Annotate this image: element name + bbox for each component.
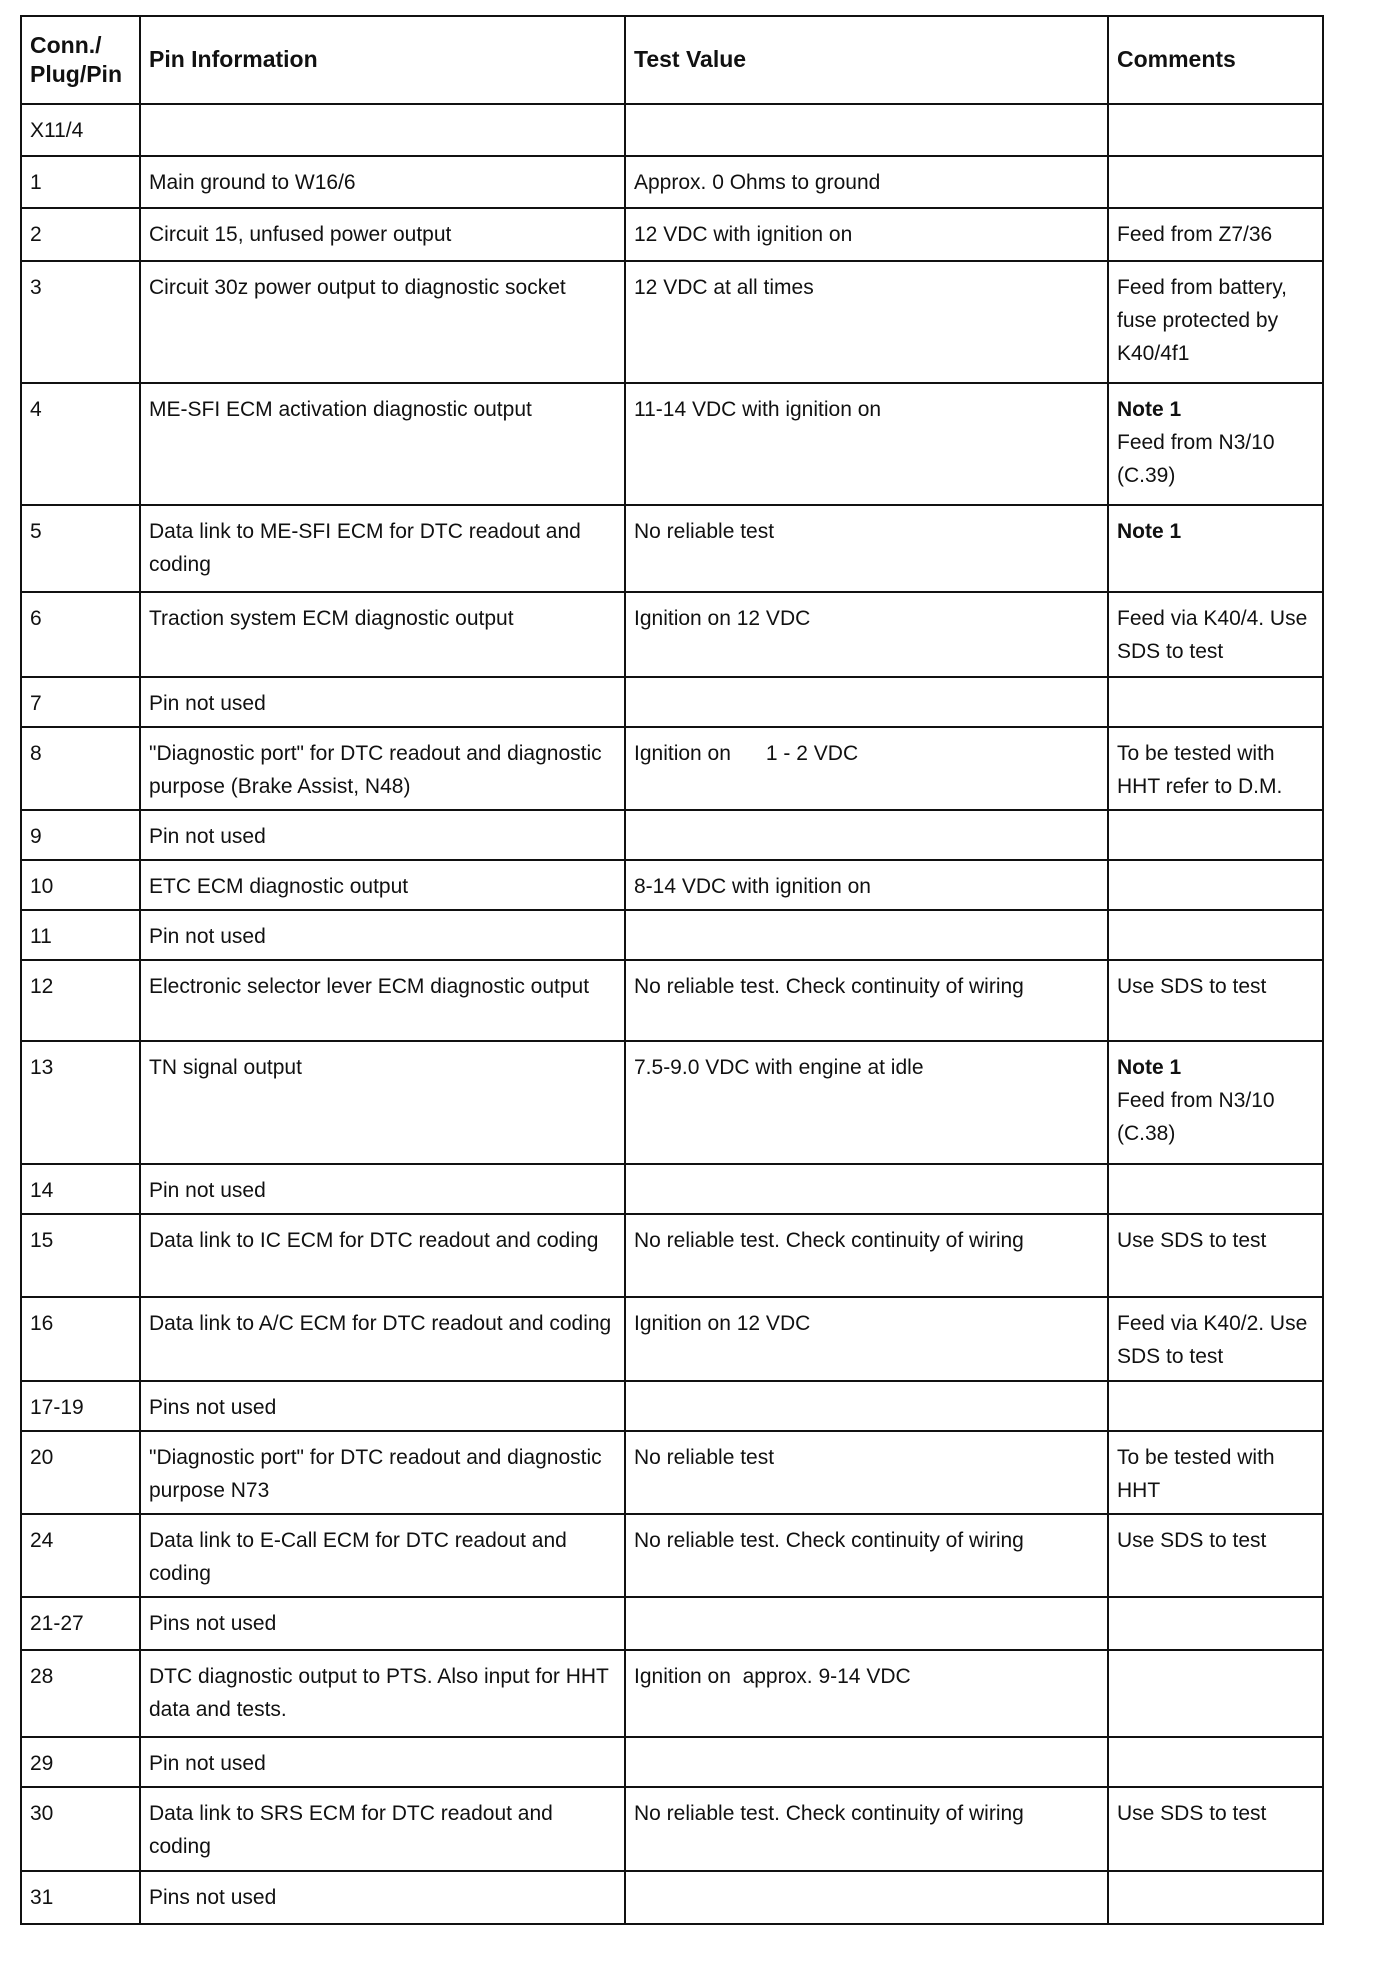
test-cell bbox=[625, 727, 1108, 810]
test-cell-text: Ignition on 12 VDC bbox=[634, 1312, 811, 1335]
table-body bbox=[21, 104, 1323, 1924]
header-pin-text: Conn./ Plug/Pin bbox=[30, 31, 122, 87]
info-cell-text: DTC diagnostic output to PTS. Also input for HHT data and tests. bbox=[149, 1665, 609, 1721]
test-cell bbox=[625, 1737, 1108, 1787]
comments-cell bbox=[1108, 1164, 1323, 1214]
info-cell bbox=[140, 1431, 625, 1514]
info-cell-text: Traction system ECM diagnostic output bbox=[149, 607, 514, 630]
pin-cell-text: 9 bbox=[30, 825, 42, 848]
test-cell bbox=[625, 1431, 1108, 1514]
pin-cell bbox=[21, 1297, 140, 1381]
comments-text: Use SDS to test bbox=[1117, 1802, 1267, 1825]
comments-cell bbox=[1108, 910, 1323, 960]
info-cell bbox=[140, 156, 625, 208]
test-cell-text: Approx. 0 Ohms to ground bbox=[634, 171, 881, 194]
pin-cell-text: 20 bbox=[30, 1446, 54, 1469]
table-row bbox=[21, 1737, 1323, 1787]
pin-cell-text: 8 bbox=[30, 742, 42, 765]
table-row bbox=[21, 505, 1323, 592]
pin-cell bbox=[21, 910, 140, 960]
test-cell bbox=[625, 677, 1108, 727]
pin-cell bbox=[21, 1164, 140, 1214]
test-cell bbox=[625, 261, 1108, 383]
comments-cell bbox=[1108, 1650, 1323, 1737]
note-label: Note 1 bbox=[1117, 1056, 1182, 1079]
info-cell-text: "Diagnostic port" for DTC readout and diagnostic purpose (Brake Assist, N48) bbox=[149, 742, 602, 798]
pin-cell-text: 31 bbox=[30, 1886, 54, 1909]
pin-cell bbox=[21, 208, 140, 261]
table-row bbox=[21, 1381, 1323, 1431]
comments-cell bbox=[1108, 104, 1323, 156]
info-cell-text: Data link to E-Call ECM for DTC readout and coding bbox=[149, 1529, 567, 1585]
test-cell-text: No reliable test bbox=[634, 520, 775, 543]
comments-cell bbox=[1108, 1297, 1323, 1381]
table-row bbox=[21, 960, 1323, 1041]
test-cell bbox=[625, 1787, 1108, 1871]
info-cell bbox=[140, 1381, 625, 1431]
table-row bbox=[21, 104, 1323, 156]
test-cell bbox=[625, 1871, 1108, 1924]
test-cell-text: 7.5-9.0 VDC with engine at idle bbox=[634, 1056, 924, 1079]
test-cell bbox=[625, 1297, 1108, 1381]
info-cell-text: Pin not used bbox=[149, 825, 266, 848]
test-cell bbox=[625, 1214, 1108, 1297]
pin-cell-text: 7 bbox=[30, 692, 42, 715]
test-cell-text: 12 VDC with ignition on bbox=[634, 223, 853, 246]
info-cell bbox=[140, 1041, 625, 1164]
test-cell-text: No reliable test. Check continuity of wiring bbox=[634, 1529, 1024, 1552]
header-test: Test Value bbox=[625, 16, 1108, 104]
comments-cell bbox=[1108, 592, 1323, 677]
pin-cell bbox=[21, 1381, 140, 1431]
pin-cell-text: 29 bbox=[30, 1752, 54, 1775]
pin-cell-text: 16 bbox=[30, 1312, 54, 1335]
pin-cell bbox=[21, 1737, 140, 1787]
info-cell-text: Main ground to W16/6 bbox=[149, 171, 356, 194]
test-cell bbox=[625, 592, 1108, 677]
pin-cell bbox=[21, 1597, 140, 1650]
test-cell-text: 12 VDC at all times bbox=[634, 276, 814, 299]
pin-cell-text: 1 bbox=[30, 171, 42, 194]
pin-cell bbox=[21, 104, 140, 156]
info-cell bbox=[140, 1650, 625, 1737]
pin-cell-text: 30 bbox=[30, 1802, 54, 1825]
comments-cell bbox=[1108, 1787, 1323, 1871]
info-cell bbox=[140, 860, 625, 910]
pin-cell bbox=[21, 1787, 140, 1871]
info-cell-text: Data link to ME-SFI ECM for DTC readout and coding bbox=[149, 520, 581, 576]
comments-cell bbox=[1108, 1431, 1323, 1514]
info-cell-text: Pins not used bbox=[149, 1612, 277, 1635]
comments-cell bbox=[1108, 860, 1323, 910]
comments-text: Feed via K40/2. Use SDS to test bbox=[1117, 1312, 1308, 1368]
info-cell-text: Data link to IC ECM for DTC readout and coding bbox=[149, 1229, 599, 1252]
test-cell bbox=[625, 1597, 1108, 1650]
info-cell bbox=[140, 1514, 625, 1597]
test-cell bbox=[625, 383, 1108, 505]
pin-cell bbox=[21, 1514, 140, 1597]
comments-cell bbox=[1108, 960, 1323, 1041]
table-row bbox=[21, 677, 1323, 727]
pin-table bbox=[20, 15, 1324, 1925]
table-row bbox=[21, 592, 1323, 677]
pin-cell bbox=[21, 156, 140, 208]
table-row bbox=[21, 208, 1323, 261]
info-cell bbox=[140, 261, 625, 383]
pin-cell-text: 17-19 bbox=[30, 1396, 84, 1419]
info-cell-text: Pin not used bbox=[149, 1752, 266, 1775]
table-row bbox=[21, 1164, 1323, 1214]
comments-text: Feed from battery, fuse protected by K40/4f1 bbox=[1117, 276, 1288, 365]
pin-cell-text: 4 bbox=[30, 398, 42, 421]
test-cell bbox=[625, 1041, 1108, 1164]
test-cell-text: No reliable test. Check continuity of wiring bbox=[634, 1229, 1024, 1252]
header-row bbox=[21, 16, 1323, 104]
pin-cell-text: 24 bbox=[30, 1529, 54, 1552]
comments-cell bbox=[1108, 1381, 1323, 1431]
comments-text: Feed via K40/4. Use SDS to test bbox=[1117, 607, 1308, 663]
pin-cell-text: X11/4 bbox=[30, 119, 84, 142]
info-cell bbox=[140, 104, 625, 156]
pin-cell-text: 13 bbox=[30, 1056, 54, 1079]
info-cell bbox=[140, 1297, 625, 1381]
test-cell-text: No reliable test. Check continuity of wiring bbox=[634, 975, 1024, 998]
pin-cell-text: 2 bbox=[30, 223, 42, 246]
pin-cell-text: 5 bbox=[30, 520, 42, 543]
comments-cell bbox=[1108, 677, 1323, 727]
table-row bbox=[21, 860, 1323, 910]
pin-cell bbox=[21, 1431, 140, 1514]
pin-cell-text: 28 bbox=[30, 1665, 54, 1688]
test-cell bbox=[625, 1514, 1108, 1597]
comments-text: Use SDS to test bbox=[1117, 975, 1267, 998]
test-cell-text: Ignition on 12 VDC bbox=[634, 607, 811, 630]
info-cell-text: Data link to A/C ECM for DTC readout and coding bbox=[149, 1312, 612, 1335]
comments-text: To be tested with HHT refer to D.M. bbox=[1117, 742, 1283, 798]
table-row bbox=[21, 261, 1323, 383]
info-cell bbox=[140, 677, 625, 727]
test-cell bbox=[625, 910, 1108, 960]
info-cell bbox=[140, 1597, 625, 1650]
note-label: Note 1 bbox=[1117, 520, 1182, 543]
info-cell-text: Circuit 15, unfused power output bbox=[149, 223, 452, 246]
pin-cell-text: 6 bbox=[30, 607, 42, 630]
test-cell bbox=[625, 1164, 1108, 1214]
test-cell-text: Ignition on approx. 9-14 VDC bbox=[634, 1665, 911, 1688]
test-cell bbox=[625, 860, 1108, 910]
header-info: Pin Information bbox=[140, 16, 625, 104]
info-cell bbox=[140, 208, 625, 261]
pin-cell-text: 11 bbox=[30, 925, 52, 948]
info-cell-text: Electronic selector lever ECM diagnostic output bbox=[149, 975, 590, 998]
test-cell bbox=[625, 156, 1108, 208]
info-cell bbox=[140, 910, 625, 960]
pin-cell-text: 3 bbox=[30, 276, 42, 299]
info-cell-text: Circuit 30z power output to diagnostic socket bbox=[149, 276, 566, 299]
table-row bbox=[21, 810, 1323, 860]
test-cell bbox=[625, 1381, 1108, 1431]
info-cell-text: ME-SFI ECM activation diagnostic output bbox=[149, 398, 532, 421]
pin-cell bbox=[21, 1041, 140, 1164]
pin-cell bbox=[21, 505, 140, 592]
test-cell bbox=[625, 810, 1108, 860]
test-cell bbox=[625, 960, 1108, 1041]
comments-text: Feed from N3/10 (C.39) bbox=[1117, 431, 1275, 487]
table-row bbox=[21, 1597, 1323, 1650]
comments-cell bbox=[1108, 727, 1323, 810]
pin-cell bbox=[21, 860, 140, 910]
test-cell-text: Ignition on 1 - 2 VDC bbox=[634, 742, 859, 765]
test-cell bbox=[625, 1650, 1108, 1737]
info-cell bbox=[140, 1737, 625, 1787]
info-cell bbox=[140, 1871, 625, 1924]
table-row bbox=[21, 1871, 1323, 1924]
test-cell bbox=[625, 505, 1108, 592]
test-cell-text: 8-14 VDC with ignition on bbox=[634, 875, 871, 898]
header-pin bbox=[21, 16, 140, 104]
test-cell bbox=[625, 104, 1108, 156]
table-row bbox=[21, 1514, 1323, 1597]
comments-cell bbox=[1108, 1514, 1323, 1597]
info-cell bbox=[140, 727, 625, 810]
comments-cell bbox=[1108, 810, 1323, 860]
test-cell-text: No reliable test. Check continuity of wiring bbox=[634, 1802, 1024, 1825]
comments-cell bbox=[1108, 505, 1323, 592]
pin-cell bbox=[21, 261, 140, 383]
comments-text: Use SDS to test bbox=[1117, 1229, 1267, 1252]
info-cell-text: TN signal output bbox=[149, 1056, 302, 1079]
info-cell bbox=[140, 505, 625, 592]
pin-cell bbox=[21, 383, 140, 505]
comments-text: Feed from N3/10 (C.38) bbox=[1117, 1089, 1275, 1145]
info-cell bbox=[140, 592, 625, 677]
table-row bbox=[21, 156, 1323, 208]
comments-cell bbox=[1108, 156, 1323, 208]
table-row bbox=[21, 727, 1323, 810]
comments-cell bbox=[1108, 1214, 1323, 1297]
pin-cell bbox=[21, 727, 140, 810]
pin-cell bbox=[21, 810, 140, 860]
info-cell-text: Pin not used bbox=[149, 925, 266, 948]
info-cell-text: Pin not used bbox=[149, 1179, 266, 1202]
pin-cell-text: 12 bbox=[30, 975, 54, 998]
pin-cell-text: 15 bbox=[30, 1229, 54, 1252]
pin-cell bbox=[21, 592, 140, 677]
info-cell-text: Pins not used bbox=[149, 1396, 277, 1419]
comments-cell bbox=[1108, 1871, 1323, 1924]
pin-cell-text: 14 bbox=[30, 1179, 54, 1202]
info-cell-text: "Diagnostic port" for DTC readout and diagnostic purpose N73 bbox=[149, 1446, 602, 1502]
info-cell-text: Pin not used bbox=[149, 692, 266, 715]
pin-cell-text: 10 bbox=[30, 875, 54, 898]
info-cell bbox=[140, 1164, 625, 1214]
comments-cell bbox=[1108, 1737, 1323, 1787]
pin-cell bbox=[21, 1214, 140, 1297]
table-row bbox=[21, 1214, 1323, 1297]
table-row bbox=[21, 383, 1323, 505]
info-cell-text: Data link to SRS ECM for DTC readout and coding bbox=[149, 1802, 553, 1858]
info-cell bbox=[140, 810, 625, 860]
pin-cell bbox=[21, 960, 140, 1041]
pin-cell bbox=[21, 1650, 140, 1737]
note-label: Note 1 bbox=[1117, 398, 1182, 421]
test-cell bbox=[625, 208, 1108, 261]
table-row bbox=[21, 1787, 1323, 1871]
info-cell bbox=[140, 1787, 625, 1871]
table-row bbox=[21, 910, 1323, 960]
comments-cell bbox=[1108, 261, 1323, 383]
test-cell-text: 11-14 VDC with ignition on bbox=[634, 398, 882, 421]
table-row bbox=[21, 1297, 1323, 1381]
info-cell bbox=[140, 1214, 625, 1297]
info-cell bbox=[140, 383, 625, 505]
test-cell-text: No reliable test bbox=[634, 1446, 775, 1469]
comments-text: Use SDS to test bbox=[1117, 1529, 1267, 1552]
info-cell bbox=[140, 960, 625, 1041]
comments-cell bbox=[1108, 383, 1323, 505]
header-comments: Comments bbox=[1108, 16, 1323, 104]
table-row bbox=[21, 1431, 1323, 1514]
info-cell-text: Pins not used bbox=[149, 1886, 277, 1909]
comments-text: Feed from Z7/36 bbox=[1117, 223, 1273, 246]
table-row bbox=[21, 1650, 1323, 1737]
pin-cell-text: 21-27 bbox=[30, 1612, 84, 1635]
pin-cell bbox=[21, 1871, 140, 1924]
comments-cell bbox=[1108, 1597, 1323, 1650]
comments-cell bbox=[1108, 208, 1323, 261]
comments-text: To be tested with HHT bbox=[1117, 1446, 1275, 1502]
table-row bbox=[21, 1041, 1323, 1164]
comments-cell bbox=[1108, 1041, 1323, 1164]
table-header bbox=[21, 16, 1323, 104]
info-cell-text: ETC ECM diagnostic output bbox=[149, 875, 409, 898]
pin-cell bbox=[21, 677, 140, 727]
